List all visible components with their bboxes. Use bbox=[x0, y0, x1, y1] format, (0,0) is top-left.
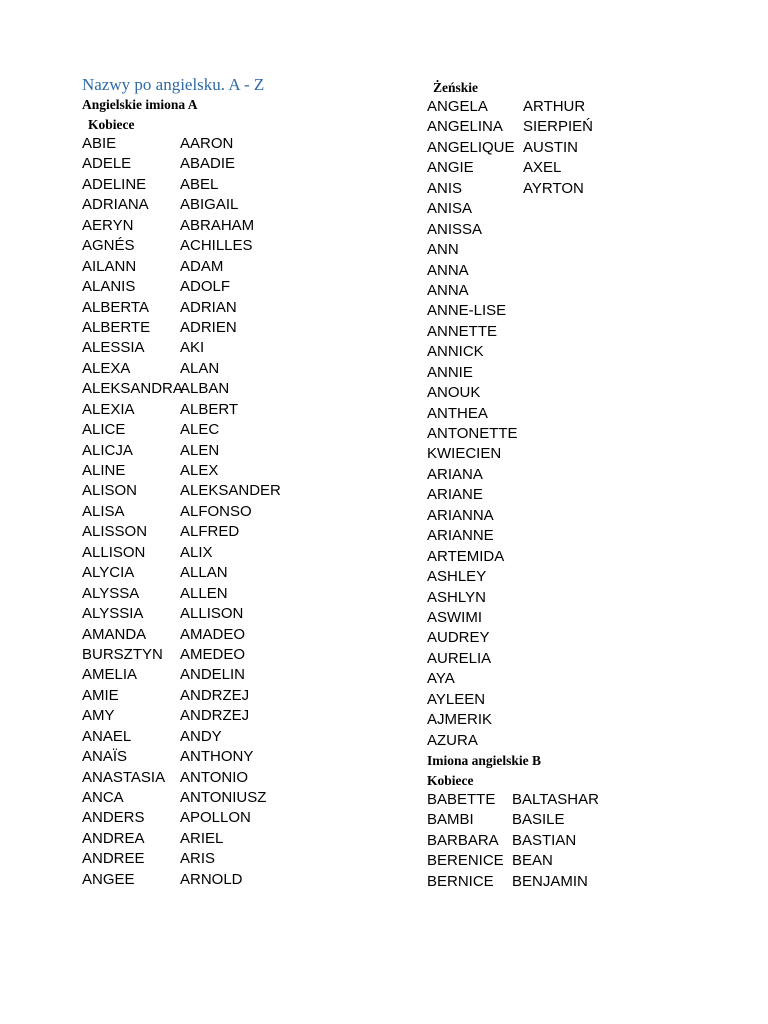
name-cell: ANISA bbox=[427, 200, 473, 218]
name-cell: ANGELINA bbox=[427, 118, 503, 136]
name-cell: ADAM bbox=[180, 257, 224, 275]
name-cell: ADRIAN bbox=[180, 298, 237, 316]
name-cell: ADRIANA bbox=[82, 196, 149, 214]
name-cell: BASTIAN bbox=[512, 831, 577, 849]
name-cell: ANNA bbox=[427, 281, 469, 299]
name-cell: KWIECIEN bbox=[427, 445, 502, 463]
name-cell: ARIANNE bbox=[427, 527, 494, 545]
page-title: Nazwy po angielsku. A - Z bbox=[82, 75, 265, 94]
name-cell: ALIX bbox=[180, 543, 213, 561]
name-cell: ANISSA bbox=[427, 220, 483, 238]
name-cell: ALBAN bbox=[180, 380, 230, 398]
name-cell: SIERPIEŃ bbox=[523, 118, 594, 136]
name-cell: AILANN bbox=[82, 257, 137, 275]
name-cell: ARIANE bbox=[427, 486, 483, 504]
label-kobiece-b: Kobiece bbox=[427, 773, 474, 788]
name-cell: ALYSSIA bbox=[82, 605, 144, 623]
name-cell: ALEN bbox=[180, 441, 220, 459]
name-cell: AMY bbox=[82, 707, 115, 725]
name-cell: ANCA bbox=[82, 789, 124, 806]
name-cell: BERENICE bbox=[427, 852, 504, 870]
name-cell: ANGELIQUE bbox=[427, 138, 515, 156]
name-cell: AKI bbox=[180, 339, 205, 357]
name-cell: ALLEN bbox=[180, 584, 228, 602]
name-cell: AYLEEN bbox=[427, 690, 486, 708]
name-cell: AJMERIK bbox=[427, 711, 493, 729]
name-cell: ADELINE bbox=[82, 175, 147, 193]
name-cell: ALLISON bbox=[82, 543, 146, 561]
name-cell: ALBERT bbox=[180, 400, 239, 418]
name-cell: AMADEO bbox=[180, 625, 246, 643]
name-cell: ANTONIO bbox=[180, 768, 249, 786]
name-cell: AUDREY bbox=[427, 629, 490, 647]
name-cell: ALICJA bbox=[82, 441, 133, 459]
name-cell: ANNIE bbox=[427, 363, 473, 381]
name-cell: ANN bbox=[427, 241, 459, 259]
name-cell: ANNICK bbox=[427, 343, 484, 361]
name-cell: AMIE bbox=[82, 686, 119, 704]
name-cell: ANTHEA bbox=[427, 404, 488, 422]
name-cell: ANDELIN bbox=[180, 666, 246, 684]
name-cell: BALTASHAR bbox=[512, 791, 599, 808]
section-heading-a: Angielskie imiona A bbox=[82, 97, 198, 112]
name-cell: AERYN bbox=[82, 216, 134, 234]
name-cell: ADRIEN bbox=[180, 318, 237, 336]
name-cell: ALEKSANDRA bbox=[82, 380, 183, 398]
name-cell: ANNETTE bbox=[427, 322, 498, 340]
name-cell: ANIS bbox=[427, 179, 463, 197]
name-cell: ALFRED bbox=[180, 523, 240, 541]
name-cell: ANTHONY bbox=[180, 748, 254, 766]
name-cell: APOLLON bbox=[180, 809, 251, 827]
name-cell: AURELIA bbox=[427, 649, 492, 667]
name-cell: ALEXIA bbox=[82, 400, 135, 418]
name-cell: AYRTON bbox=[523, 179, 584, 197]
name-cell: ALISA bbox=[82, 502, 125, 520]
name-cell: ASHLEY bbox=[427, 568, 487, 586]
name-cell: ADOLF bbox=[180, 278, 231, 296]
name-cell: ANOUK bbox=[427, 384, 481, 402]
name-cell: ANDRZEJ bbox=[180, 686, 250, 704]
name-cell: ANASTASIA bbox=[82, 768, 166, 786]
name-cell: ANDREE bbox=[82, 850, 145, 868]
name-cell: ALLAN bbox=[180, 564, 228, 582]
name-cell: ALANIS bbox=[82, 278, 136, 296]
name-cell: AXEL bbox=[523, 159, 562, 177]
name-cell: ARIS bbox=[180, 850, 216, 868]
name-cell: ALEX bbox=[180, 462, 219, 479]
name-cell: AGNÉS bbox=[82, 237, 135, 255]
name-cell: ANGEE bbox=[82, 870, 135, 888]
name-cell: ALYCIA bbox=[82, 564, 135, 582]
section-heading-b: Imiona angielskie B bbox=[427, 753, 542, 768]
name-cell: ALFONSO bbox=[180, 502, 252, 520]
name-cell: BARBARA bbox=[427, 831, 499, 849]
name-cell: ANGIE bbox=[427, 159, 474, 177]
name-cell: BASILE bbox=[512, 811, 565, 829]
name-cell: AYA bbox=[427, 670, 455, 688]
name-cell: ALINE bbox=[82, 462, 126, 479]
name-cell: AARON bbox=[180, 135, 234, 152]
name-cell: BEAN bbox=[512, 852, 553, 870]
name-cell: ANDRZEJ bbox=[180, 707, 250, 725]
name-cell: AZURA bbox=[427, 731, 478, 749]
name-cell: ALISON bbox=[82, 482, 138, 500]
name-cell: AMANDA bbox=[82, 625, 147, 643]
name-cell: ALESSIA bbox=[82, 339, 145, 357]
name-cell: ALAN bbox=[180, 359, 220, 377]
name-cell: ANTONIUSZ bbox=[180, 789, 267, 806]
name-cell: ARTHUR bbox=[523, 98, 586, 115]
name-cell: ABADIE bbox=[180, 155, 236, 173]
name-cell: ALEXA bbox=[82, 359, 131, 377]
name-cell: BENJAMIN bbox=[512, 872, 588, 890]
name-cell: ARIEL bbox=[180, 829, 224, 847]
name-cell: ASWIMI bbox=[427, 608, 482, 626]
name-cell: ANGELA bbox=[427, 98, 488, 115]
name-cell: ANTONETTE bbox=[427, 425, 518, 442]
name-cell: ALLISON bbox=[180, 605, 244, 623]
name-cell: ACHILLES bbox=[180, 237, 253, 255]
label-kobiece: Kobiece bbox=[88, 117, 135, 132]
name-cell: ABEL bbox=[180, 175, 219, 193]
name-cell: AUSTIN bbox=[523, 138, 579, 156]
label-zenskie: Żeńskie bbox=[433, 80, 479, 95]
name-cell: ALISSON bbox=[82, 523, 148, 541]
name-cell: ALBERTE bbox=[82, 318, 151, 336]
name-cell: BERNICE bbox=[427, 872, 494, 890]
name-cell: ALEKSANDER bbox=[180, 482, 281, 500]
name-cell: ABRAHAM bbox=[180, 216, 255, 234]
name-cell: ALEC bbox=[180, 421, 220, 439]
name-cell: ASHLYN bbox=[427, 588, 486, 606]
name-cell: ARIANA bbox=[427, 465, 483, 483]
name-cell: BAMBI bbox=[427, 811, 474, 829]
name-cell: ANDY bbox=[180, 727, 222, 745]
name-cell: ARTEMIDA bbox=[427, 547, 505, 565]
name-cell: BURSZTYN bbox=[82, 645, 163, 663]
name-cell: ANAEL bbox=[82, 727, 132, 745]
name-cell: ALBERTA bbox=[82, 298, 149, 316]
name-cell: ANDERS bbox=[82, 809, 145, 827]
name-cell: BABETTE bbox=[427, 791, 496, 808]
name-cell: ARIANNA bbox=[427, 506, 494, 524]
name-cell: ALICE bbox=[82, 421, 126, 439]
name-cell: ANDREA bbox=[82, 829, 145, 847]
name-cell: ANNE-LISE bbox=[427, 302, 507, 320]
name-cell: ANNA bbox=[427, 261, 469, 279]
name-cell: ARNOLD bbox=[180, 870, 243, 888]
name-cell: AMEDEO bbox=[180, 645, 246, 663]
name-cell: ADELE bbox=[82, 155, 132, 173]
name-cell: AMELIA bbox=[82, 666, 138, 684]
name-cell: ABIGAIL bbox=[180, 196, 239, 214]
name-cell: ABIE bbox=[82, 135, 117, 152]
name-cell: ANAÏS bbox=[82, 748, 128, 766]
name-cell: ALYSSA bbox=[82, 584, 140, 602]
